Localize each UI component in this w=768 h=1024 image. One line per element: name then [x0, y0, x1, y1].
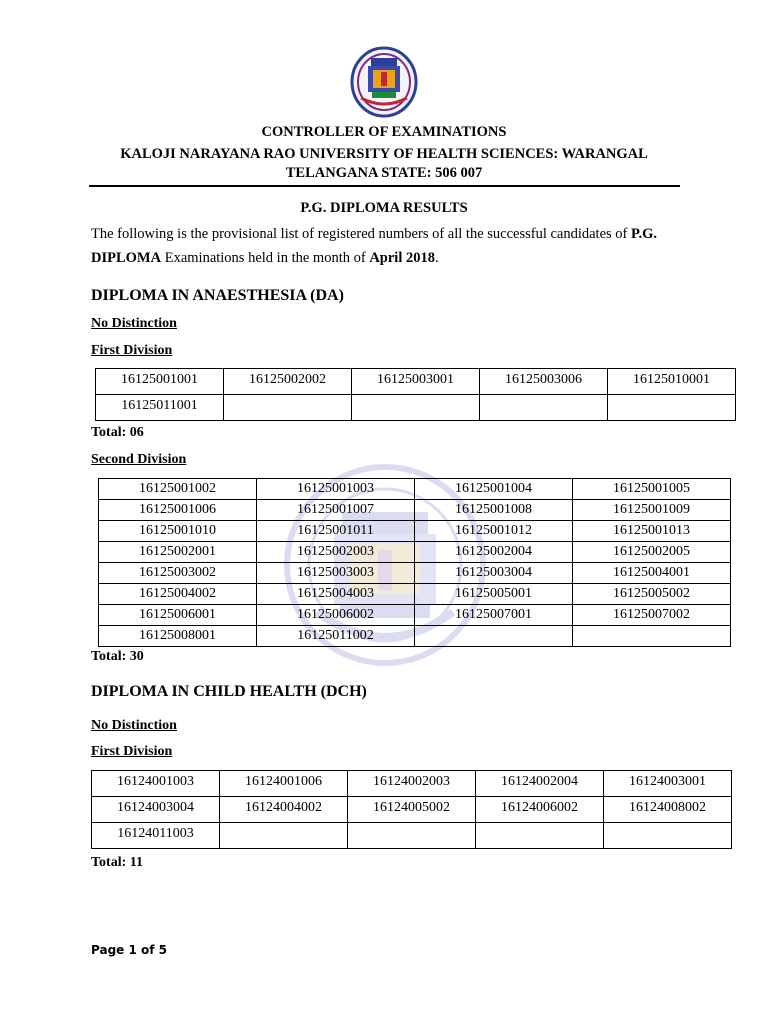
table-cell: 16125001001 [96, 369, 224, 395]
table-cell: 16125001002 [99, 479, 257, 500]
intro-bold-exam: P.G. DIPLOMA [91, 226, 658, 266]
da-second-division-table [98, 478, 731, 647]
table-cell: 16125001011 [257, 521, 415, 542]
table-cell: 16124001003 [92, 771, 220, 797]
table-cell [480, 395, 608, 421]
section-title-da: DIPLOMA IN ANAESTHESIA (DA) [91, 287, 344, 304]
intro-text-3: . [434, 250, 439, 266]
table-cell: 16125003002 [99, 563, 257, 584]
table-cell: 16125002003 [257, 542, 415, 563]
table-cell: 16125008001 [99, 626, 257, 647]
table-cell: 16124001006 [220, 771, 348, 797]
document-title: P.G. DIPLOMA RESULTS [300, 200, 468, 216]
table-row [99, 626, 731, 647]
table-cell: 16125004003 [257, 584, 415, 605]
table-cell: 16124003001 [604, 771, 732, 797]
header-divider [89, 185, 680, 187]
table-row [99, 563, 731, 584]
table-cell: 16125003006 [480, 369, 608, 395]
table-cell: 16125001013 [573, 521, 731, 542]
table-cell: 16125010001 [608, 369, 736, 395]
table-cell: 16125003001 [352, 369, 480, 395]
table-cell: 16125001008 [415, 500, 573, 521]
table-row [99, 500, 731, 521]
table-cell: 16125002005 [573, 542, 731, 563]
da-first-division-label: First Division [91, 343, 173, 358]
table-cell: 16125001005 [573, 479, 731, 500]
table-cell: 16125001009 [573, 500, 731, 521]
table-cell [220, 823, 348, 849]
table-cell: 16125005002 [573, 584, 731, 605]
table-cell [224, 395, 352, 421]
da-second-division-label: Second Division [91, 452, 187, 467]
table-cell: 16124011003 [92, 823, 220, 849]
table-cell: 16124005002 [348, 797, 476, 823]
table-cell: 16125003003 [257, 563, 415, 584]
table-cell: 16125002002 [224, 369, 352, 395]
table-cell: 16125001012 [415, 521, 573, 542]
intro-paragraph [91, 222, 691, 270]
da-no-distinction-label: No Distinction [91, 316, 177, 331]
table-cell: 16125001003 [257, 479, 415, 500]
university-logo [343, 44, 425, 120]
page-number: Page 1 of 5 [91, 943, 167, 957]
table-cell [573, 626, 731, 647]
table-cell: 16124002003 [348, 771, 476, 797]
section-title-dch: DIPLOMA IN CHILD HEALTH (DCH) [91, 683, 367, 700]
table-row [99, 479, 731, 500]
table-cell: 16124002004 [476, 771, 604, 797]
table-cell: 16125004001 [573, 563, 731, 584]
table-cell: 16125006001 [99, 605, 257, 626]
table-cell [476, 823, 604, 849]
da-first-division-table [95, 368, 736, 421]
table-row [99, 605, 731, 626]
table-row [99, 584, 731, 605]
da-second-division-total: Total: 30 [91, 649, 144, 664]
header-line-state: TELANGANA STATE: 506 007 [285, 165, 483, 181]
table-cell: 16125007001 [415, 605, 573, 626]
table-cell [415, 626, 573, 647]
table-row [99, 542, 731, 563]
table-cell: 16125004002 [99, 584, 257, 605]
table-cell [348, 823, 476, 849]
dch-no-distinction-label: No Distinction [91, 718, 177, 733]
table-cell: 16124004002 [220, 797, 348, 823]
table-row [92, 823, 732, 849]
table-cell: 16124006002 [476, 797, 604, 823]
intro-text-1: The following is the provisional list of registered numbers of all the successful candidates of [91, 226, 631, 242]
table-cell: 16125001004 [415, 479, 573, 500]
da-first-division-total: Total: 06 [91, 425, 144, 440]
dch-first-division-table [91, 770, 732, 849]
table-cell: 16125001006 [99, 500, 257, 521]
table-cell: 16125002004 [415, 542, 573, 563]
table-cell: 16125007002 [573, 605, 731, 626]
table-cell: 16124003004 [92, 797, 220, 823]
table-row [99, 521, 731, 542]
table-cell: 16124008002 [604, 797, 732, 823]
table-cell [352, 395, 480, 421]
table-cell: 16125001007 [257, 500, 415, 521]
dch-first-division-label: First Division [91, 744, 173, 759]
table-cell [604, 823, 732, 849]
dch-first-division-total: Total: 11 [91, 855, 143, 870]
table-cell: 16125001010 [99, 521, 257, 542]
table-cell: 16125011001 [96, 395, 224, 421]
table-cell: 16125011002 [257, 626, 415, 647]
table-cell: 16125006002 [257, 605, 415, 626]
intro-text-2: Examinations held in the month of [161, 250, 370, 266]
intro-bold-month: April 2018 [369, 250, 435, 266]
header-line-university: KALOJI NARAYANA RAO UNIVERSITY OF HEALTH SCIENCES: WARANGAL [120, 146, 648, 162]
header-line-controller: CONTROLLER OF EXAMINATIONS [261, 124, 507, 140]
table-row [96, 369, 736, 395]
table-cell: 16125005001 [415, 584, 573, 605]
table-cell: 16125002001 [99, 542, 257, 563]
table-cell: 16125003004 [415, 563, 573, 584]
table-cell [608, 395, 736, 421]
table-row [92, 797, 732, 823]
table-row [96, 395, 736, 421]
table-row [92, 771, 732, 797]
